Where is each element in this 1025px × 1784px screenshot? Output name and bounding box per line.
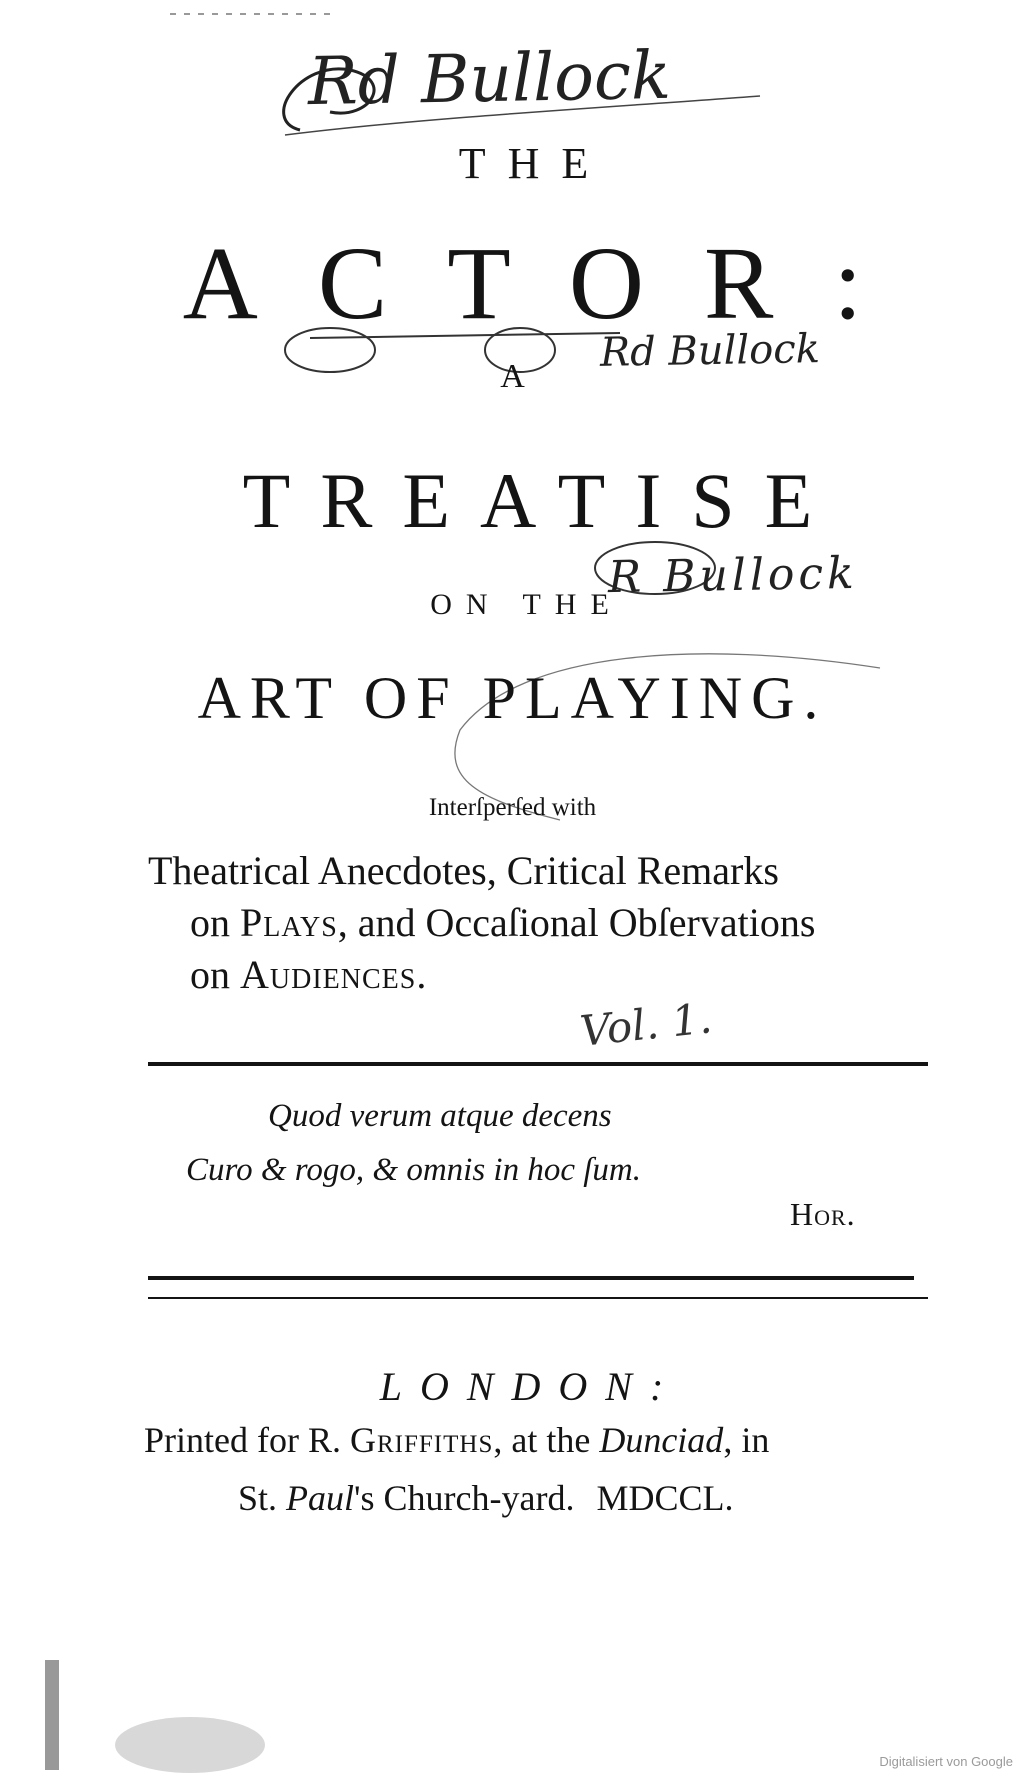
printer-name: Griffiths xyxy=(349,1420,494,1460)
motto-line-1: Quod verum atque decens xyxy=(268,1098,612,1134)
interspersed-line: Interſperſed with xyxy=(428,794,597,821)
title-the: THE xyxy=(458,139,611,188)
description-text: on xyxy=(190,952,240,997)
paul-name: Paul xyxy=(286,1478,355,1518)
imprint-text: 's Church-yard. xyxy=(354,1478,575,1518)
imprint-city: LONDON: xyxy=(379,1364,682,1409)
divider-rule-lower-thick xyxy=(148,1276,914,1280)
title-art-of-playing: ART OF PLAYING. xyxy=(197,665,828,731)
plays-word: Plays xyxy=(240,900,338,945)
sign-name: Dunciad xyxy=(599,1420,724,1460)
title-on-the: ON THE xyxy=(430,588,623,621)
handwritten-signature-middle: Rd Bullock xyxy=(599,326,821,376)
motto-line-2: Curo & rogo, & omnis in hoc ſum. xyxy=(186,1152,641,1188)
motto-attribution: Hor. xyxy=(790,1196,856,1232)
imprint-text: , in xyxy=(723,1420,770,1460)
description-line-3 xyxy=(148,949,938,1001)
digitization-watermark: Digitalisiert von Google xyxy=(879,1754,1013,1769)
imprint-line-2 xyxy=(238,1480,734,1516)
binding-mark xyxy=(45,1660,59,1770)
description-text: on xyxy=(190,900,240,945)
imprint-text: Printed for R. xyxy=(144,1420,350,1460)
description-line-1: Theatrical Anecdotes, Critical Remarks xyxy=(148,848,779,893)
imprint-line-1 xyxy=(144,1422,769,1458)
handwritten-signature-top: Rd Bullock xyxy=(307,36,672,121)
title-a: A xyxy=(500,358,525,395)
divider-rule-upper xyxy=(148,1062,928,1066)
imprint-text: , at the xyxy=(493,1420,600,1460)
divider-rule-lower-thin xyxy=(148,1297,928,1299)
description-text: . xyxy=(416,952,427,997)
audiences-word: Audiences xyxy=(240,952,417,997)
imprint-year: MDCCL. xyxy=(596,1478,734,1518)
handwritten-volume-note: Vol. 1. xyxy=(577,993,715,1056)
description-text: , and Occaſional Obſervations xyxy=(337,900,816,945)
description-line-2 xyxy=(148,897,938,949)
subtitle-description xyxy=(148,845,938,1001)
imprint-text: St. xyxy=(238,1478,287,1518)
title-treatise: TREATISE xyxy=(242,457,843,544)
smudge-mark xyxy=(115,1717,265,1773)
handwritten-signature-lower: R Bullock xyxy=(607,547,859,604)
title-actor: ACTOR: xyxy=(182,226,923,341)
